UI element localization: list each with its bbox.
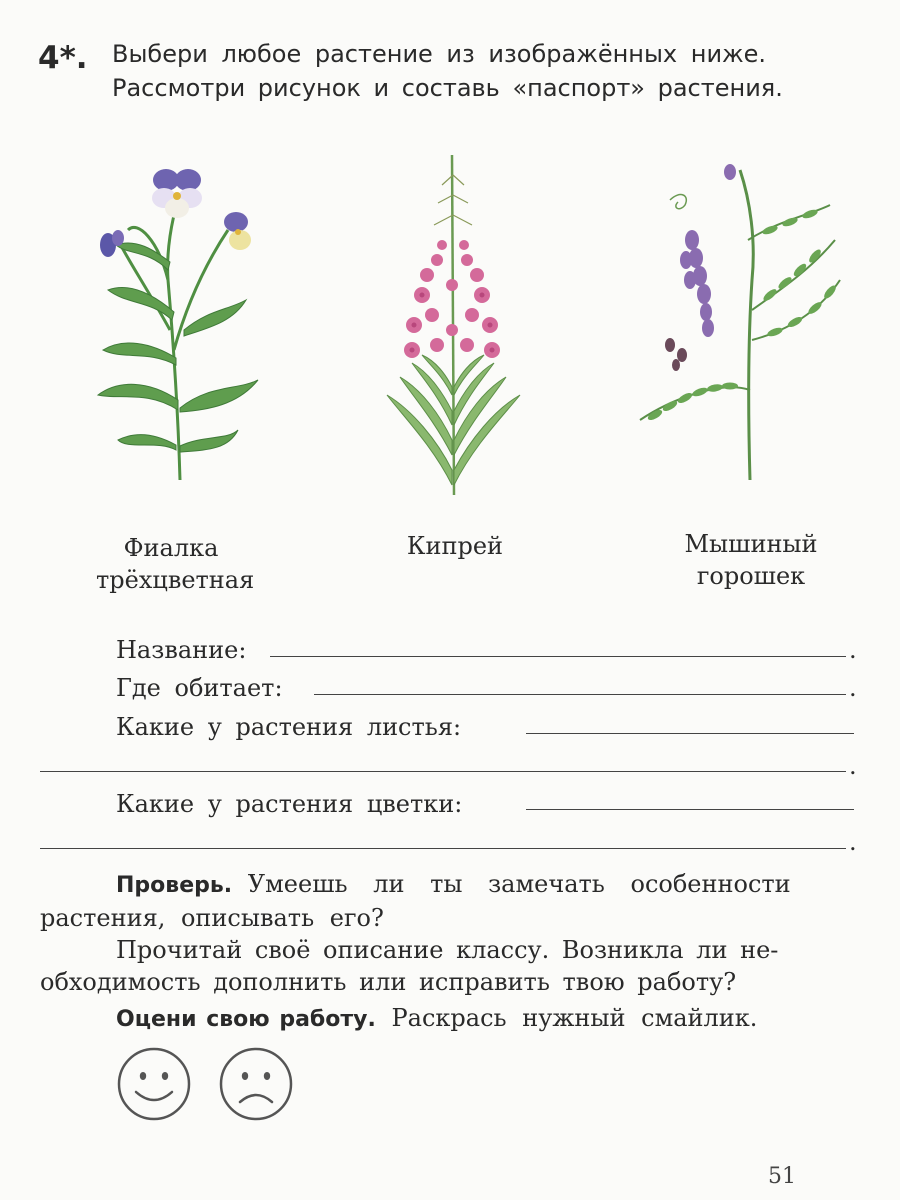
task-number: 4*. xyxy=(38,40,88,76)
check-paragraph-1a xyxy=(116,870,791,898)
name-answer-line[interactable] xyxy=(270,656,846,657)
task-instruction-line2: Рассмотри рисунок и составь «паспорт» растения. xyxy=(112,74,783,102)
flowers-period: . xyxy=(849,828,857,856)
fireweed-icon xyxy=(382,145,522,500)
check-heading: Проверь. xyxy=(116,873,233,898)
caption-viola-line2: трёхцветная xyxy=(96,566,255,594)
caption-vetch-line2: горошек xyxy=(696,562,806,590)
habitat-answer-line[interactable] xyxy=(314,694,846,695)
flowers-label: Какие у растения цветки: xyxy=(116,790,463,818)
leaves-period: . xyxy=(849,752,857,780)
flowers-answer-line-1[interactable] xyxy=(526,809,854,810)
evaluate-paragraph xyxy=(116,1004,757,1032)
sad-face-icon[interactable] xyxy=(218,1046,294,1122)
page-number: 51 xyxy=(768,1164,796,1189)
evaluate-heading: Оцени свою работу. xyxy=(116,1007,376,1032)
leaves-label: Какие у растения листья: xyxy=(116,713,462,741)
leaves-answer-line-1[interactable] xyxy=(526,733,854,734)
check-text-1a: Умеешь ли ты замечать особенности xyxy=(247,870,791,898)
caption-vetch-line1: Мышиный xyxy=(684,530,818,558)
task-instruction-line1: Выбери любое растение из изображённых ниже. xyxy=(112,40,767,68)
caption-viola-line1: Фиалка xyxy=(123,534,219,562)
name-label: Название: xyxy=(116,636,247,664)
habitat-label: Где обитает: xyxy=(116,674,283,702)
leaves-answer-line-2[interactable] xyxy=(40,771,846,772)
caption-fireweed: Кипрей xyxy=(406,532,504,560)
happy-face-icon[interactable] xyxy=(116,1046,192,1122)
check-text-1b: растения, описывать его? xyxy=(40,904,384,932)
flowers-answer-line-2[interactable] xyxy=(40,848,846,849)
check-text-2a: Прочитай своё описание классу. Возникла ли не- xyxy=(116,936,779,964)
check-text-2b: обходимость дополнить или исправить твою работу? xyxy=(40,968,737,996)
name-period: . xyxy=(849,636,857,664)
vetch-icon xyxy=(630,160,845,485)
viola-icon xyxy=(88,150,268,485)
habitat-period: . xyxy=(849,674,857,702)
evaluate-text: Раскрась нужный смайлик. xyxy=(391,1004,758,1032)
